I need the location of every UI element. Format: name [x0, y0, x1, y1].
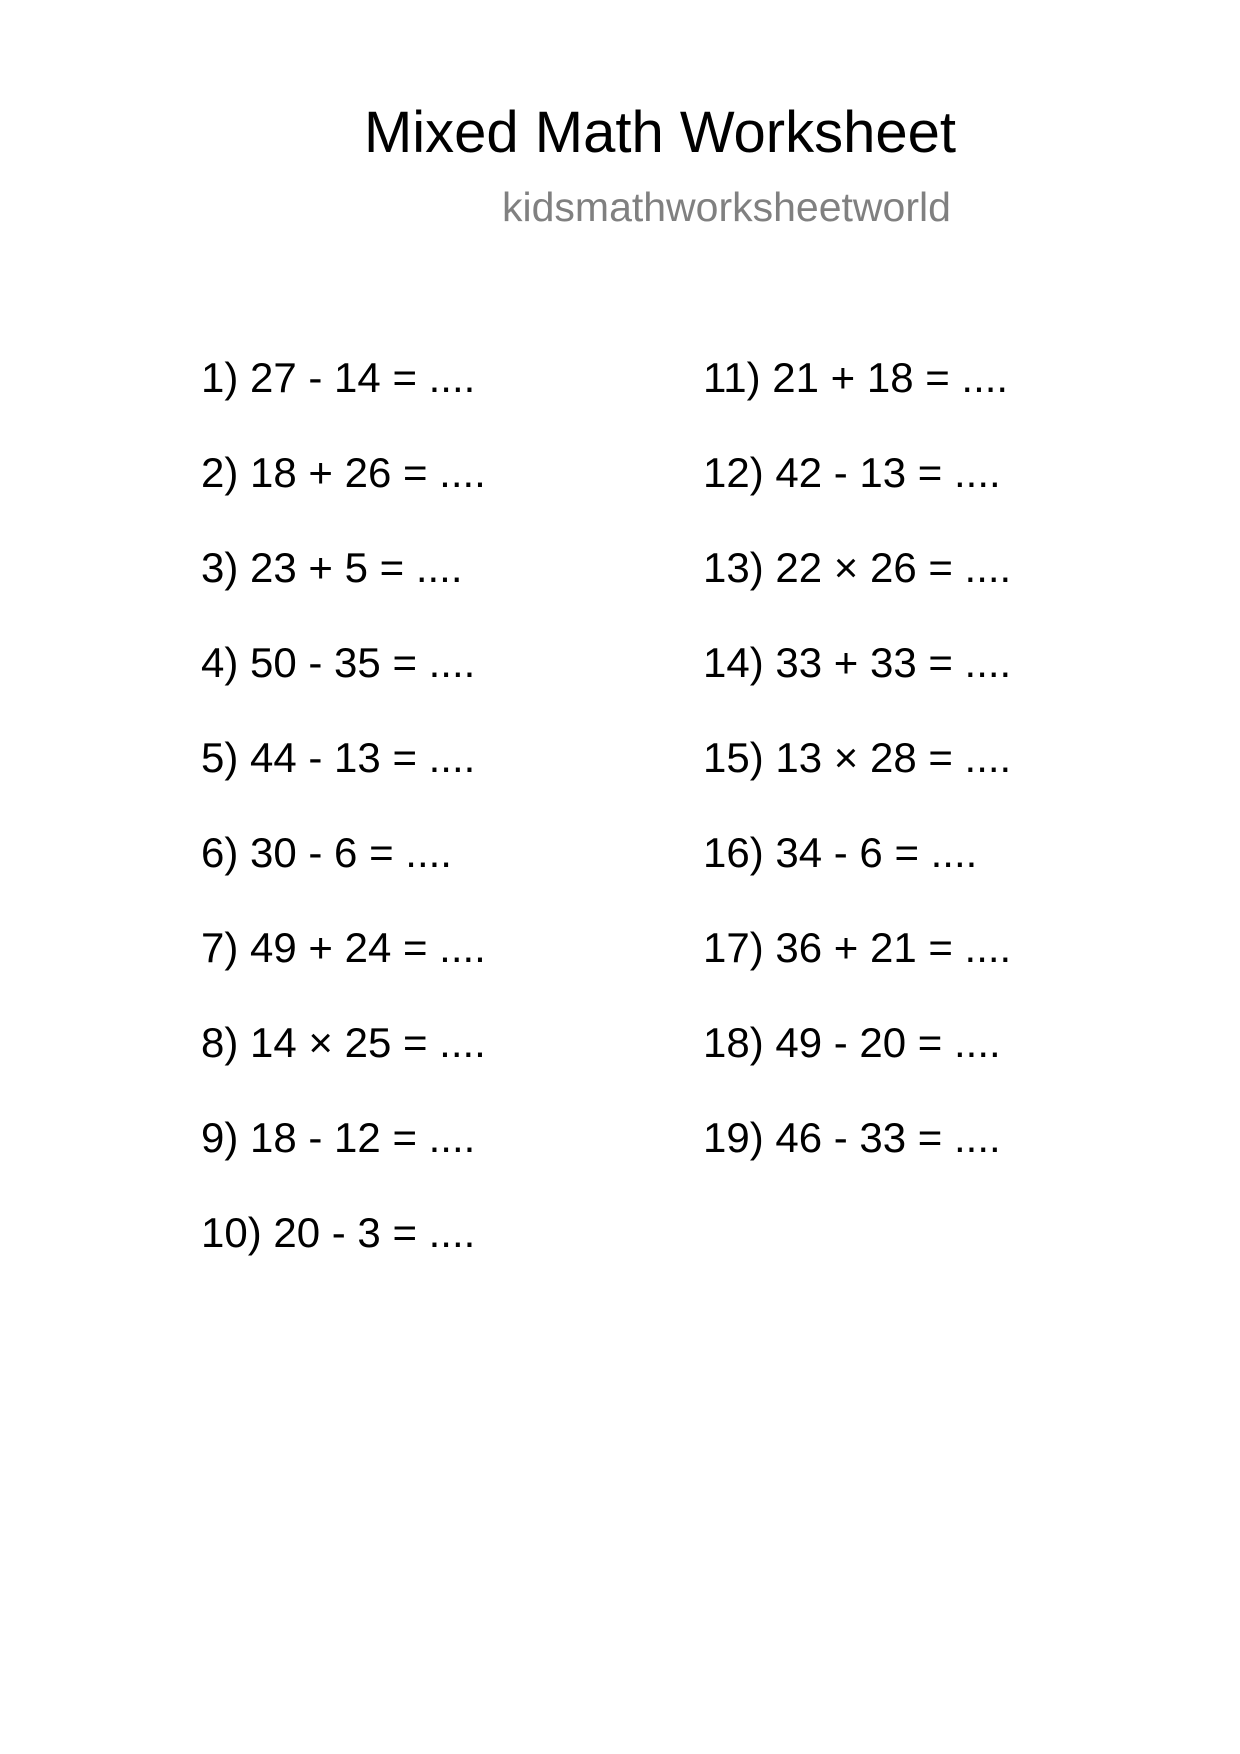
problem-column-right	[703, 348, 1011, 1203]
problem-19: 19) 46 - 33 = ....	[703, 1114, 1001, 1161]
problem-17: 17) 36 + 21 = ....	[703, 924, 1012, 971]
problem-column-left	[201, 348, 486, 1298]
problem-8: 8) 14 × 25 = ....	[201, 1019, 486, 1066]
problem-11: 11) 21 + 18 = ....	[703, 354, 1009, 401]
problem-2: 2) 18 + 26 = ....	[201, 449, 486, 496]
problem-12: 12) 42 - 13 = ....	[703, 449, 1001, 496]
problem-18: 18) 49 - 20 = ....	[703, 1019, 1001, 1066]
problem-16: 16) 34 - 6 = ....	[703, 829, 978, 876]
problem-6: 6) 30 - 6 = ....	[201, 829, 452, 876]
problem-13: 13) 22 × 26 = ....	[703, 544, 1012, 591]
problem-15: 15) 13 × 28 = ....	[703, 734, 1012, 781]
problem-4: 4) 50 - 35 = ....	[201, 639, 476, 686]
problem-3: 3) 23 + 5 = ....	[201, 544, 463, 591]
problem-1: 1) 27 - 14 = ....	[201, 354, 476, 401]
problem-14: 14) 33 + 33 = ....	[703, 639, 1012, 686]
worksheet-subtitle: kidsmathworksheetworld	[502, 184, 951, 230]
problem-7: 7) 49 + 24 = ....	[201, 924, 486, 971]
problem-10: 10) 20 - 3 = ....	[201, 1209, 476, 1256]
problem-5: 5) 44 - 13 = ....	[201, 734, 476, 781]
problem-9: 9) 18 - 12 = ....	[201, 1114, 476, 1161]
worksheet-title: Mixed Math Worksheet	[363, 100, 957, 165]
